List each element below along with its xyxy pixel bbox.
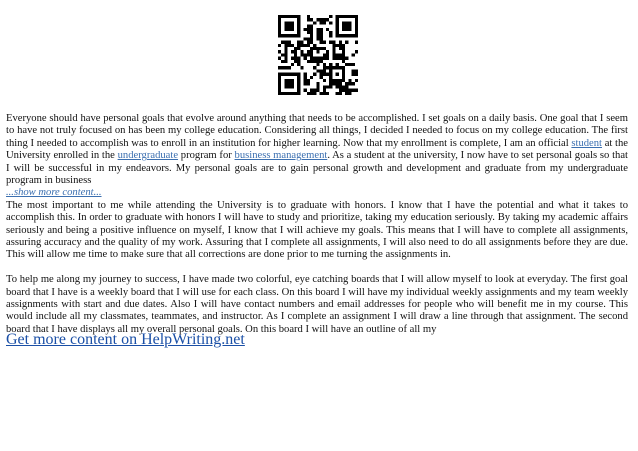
essay-body [6,113,628,336]
business-management-link[interactable]: business management [234,150,328,162]
paragraph-honors: The most important to me while attending the University is to graduate with honors. I know that I have the potential and what it takes to accomplish this. In order to graduate with honors I will have to study and prioritize, taking my education seriously. By taking my academic affairs seriously and being a positive influence on myself, I know that I will achieve my goals. This means that I will have to complete all assignments, assuring accuracy and the quality of my work. Assuring that I complete all assignments, I will also need to do all assignments before they are due. This will allow me time to make sure that all corrections are done prior to me turning the assignments in. [6,199,628,261]
paragraph-intro: Everyone should have personal goals that evolve around anything that needs to be accomplished. I set goals on a daily basis. One goal that I seem to have not truly focused on has been my college education. Considering all things, I decided I needed to focus on my college education. The first thing I needed to accomplish was to enroll in an institution for higher learning. Now that my enrollment is complete, I am an official student at the University enrolled in the undergraduate program for business management. As a student at the university, I now have to set personal goals so that I will be successful in my endeavors. My personal goals are to gain personal growth and development and graduate from my undergraduate program in business [6,113,628,187]
paragraph-boards: To help me along my journey to success, I have made two colorful, eye catching boards that I will allow myself to look at everyday. The first goal board that I have is a weekly board that I will use for each class. On this board I will have my individual weekly assignments and my team weekly assignments with start and due dates. Also I will have contact numbers and email addresses for people who will benefit me in my course. This would include all my classmates, teammates, and instructor. As I complete an assignment I will draw a line through that assignment. The second board that I have displays all my overall personal goals. On this board I will have an outline of all my [6,274,628,335]
paragraph-spacer [6,262,628,274]
show-more-link[interactable]: ...show more content... [6,187,102,199]
undergraduate-link[interactable]: undergraduate [117,150,179,162]
show-more-line [6,187,628,199]
get-more-content-link[interactable]: Get more content on HelpWriting.net [6,331,245,348]
student-link[interactable]: student [571,137,602,149]
qr-code-icon [278,15,358,95]
